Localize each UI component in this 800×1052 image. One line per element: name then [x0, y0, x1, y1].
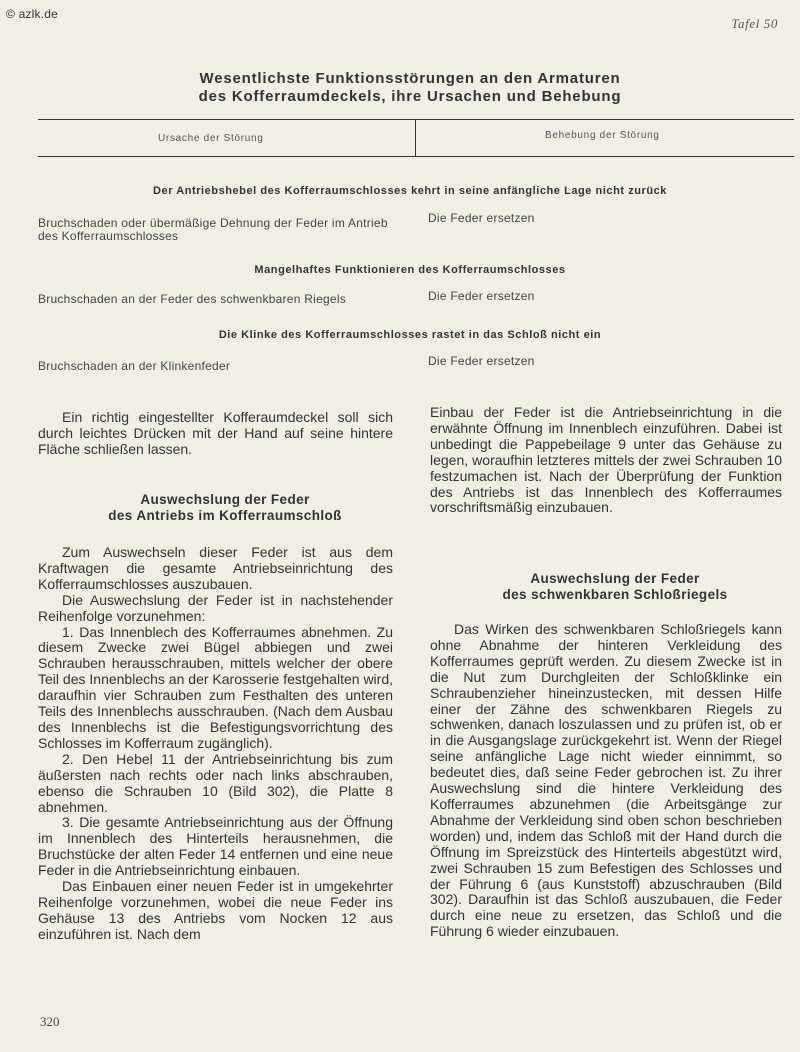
section-heading-right-line-2: des schwenkbaren Schloßriegels: [502, 587, 728, 602]
table-cause-cell: Bruchschaden oder übermäßige Dehnung der Feder im Antrieb des Kofferraumschlosses: [38, 216, 388, 243]
table-cause-cell: Bruchschaden an der Klinkenfeder: [38, 359, 231, 373]
page-title: [60, 70, 760, 106]
plate-label: Tafel 50: [731, 16, 778, 31]
section-heading-left: [60, 492, 390, 524]
page-title-line-2: des Kofferraumdeckels, ihre Ursachen und Behebung: [198, 88, 622, 105]
table-group-heading: Die Klinke des Kofferraumschlosses rastet in das Schloß nicht ein: [218, 329, 602, 341]
table-remedy-cell: Die Feder ersetzen: [428, 289, 535, 303]
section-heading-right: [450, 571, 780, 603]
left-column-intro: [38, 410, 393, 458]
body-paragraph: Die Auswechslung der Feder ist in nachstehender Reihenfolge vorzunehmen:: [38, 591, 393, 624]
table-remedy-cell: Die Feder ersetzen: [428, 211, 535, 225]
body-paragraph: Einbau der Feder ist die Antriebseinrichtung in die erwähnte Öffnung im Innenblech einzuführen. Dabei ist unbedingt die Pappebeilage 9 unter das Gehäuse zu legen, woraufhin letzteres mittels der zwei Schrauben 10 festzumachen ist. Nach der Überprüfung der Funktion des Antriebs ist das Innenblech des Kofferraumes vorschriftsmäßig einzubauen.: [430, 404, 782, 516]
body-paragraph: Das Wirken des schwenkbaren Schloßriegels kann ohne Abnahme der hinteren Verkleidung des Kofferraumes geprüft werden. Zu diesem Zwecke ist in die Nut zum Durchgleiten der Schloßklinke ein Schraubenzieher hineinzustecken, mit dessen Hilfe einer der Zähne des schwenkbaren Riegels zu schwenken, danach loszulassen und zu prüfen ist, ob er in die Ausgangslage zurückgekehrt ist. Wenn der Riegel seine anfängliche Lage nicht wieder einnimmt, so bedeutet dies, daß seine Feder gebrochen ist. Zu ihrer Auswechslung sind die hintere Verkleidung des Kofferraumes abzunehmen (die Arbeitsgänge zur Abnahme der Verkleidung sind oben schon beschrieben worden) und, indem das Schloß mit der Hand durch die Öffnung im Spreizstück des Hinterteils abgestützt wird, zwei Schrauben 15 zum Befestigen des Schlosses und der Führung 6 (aus Kunststoff) abzuschrauben (Bild 302). Daraufhin ist das Schloß auszubauen, die Feder durch eine neue zu ersetzen, das Schloß und die Führung 6 wieder einzubauen.: [430, 621, 782, 940]
page-title-line-1: Wesentlichste Funktionsstörungen an den Armaturen: [199, 70, 621, 87]
table-top-rule: [38, 119, 794, 120]
page-number: 320: [40, 1014, 60, 1029]
column-header-cause: Ursache der Störung: [158, 133, 264, 144]
watermark-text: © azlk.de: [6, 7, 58, 21]
right-column-body: [430, 622, 782, 940]
table-remedy-cell: Die Feder ersetzen: [428, 354, 535, 368]
table-column-divider: [415, 119, 416, 157]
table-group-heading: Mangelhaftes Funktionieren des Kofferraumschlosses: [254, 264, 566, 276]
body-paragraph: 1. Das Innenblech des Kofferraumes abnehmen. Zu diesem Zwecke zwei Bügel abbiegen und zwei Schrauben herausschrauben, mittels welcher der obere Teil des Innenblechs an der Karosserie festgehalten wird, daraufhin vier Schrauben zum Festhalten des unteren Teils des Innenblechs ausschrauben. (Nach dem Ausbau des Innenblechs ist die Befestigungsvorrichtung des Schlosses im Kofferraum zugänglich).: [38, 623, 393, 751]
table-cause-cell: Bruchschaden an der Feder des schwenkbaren Riegels: [38, 292, 347, 306]
section-heading-left-line-1: Auswechslung der Feder: [140, 492, 310, 507]
section-heading-right-line-1: Auswechslung der Feder: [530, 571, 700, 586]
right-column-continuation: [430, 405, 782, 516]
body-paragraph: 2. Den Hebel 11 der Antriebseinrichtung bis zum äußersten nach rechts oder nach links abschrauben, ebenso die Schrauben 10 (Bild 302), die Platte 8 abnehmen.: [38, 750, 393, 815]
body-paragraph: Das Einbauen einer neuen Feder ist in umgekehrter Reihenfolge vorzunehmen, wobei die neue Feder ins Gehäuse 13 des Antriebs vom Nocken 12 aus einzuführen ist. Nach dem: [38, 878, 393, 942]
column-header-remedy: Behebung der Störung: [545, 130, 660, 141]
section-heading-left-line-2: des Antriebs im Kofferraumschloß: [108, 508, 342, 523]
intro-paragraph: Ein richtig eingestellter Kofferaumdeckel soll sich durch leichtes Drücken mit der Hand auf seine hintere Fläche schließen lassen.: [38, 409, 393, 457]
body-paragraph: 3. Die gesamte Antriebseinrichtung aus der Öffnung im Innenblech des Hinterteils herausnehmen, die Bruchstücke der alten Feder 14 entfernen und eine neue Feder in die Antriebseinrichtung einbauen.: [38, 814, 393, 879]
body-paragraph: Zum Auswechseln dieser Feder ist aus dem Kraftwagen die gesamte Antriebseinrichtung des Kofferraumschlosses auszubauen.: [38, 544, 393, 592]
table-group-heading: Der Antriebshebel des Kofferraumschlosses kehrt in seine anfängliche Lage nicht zurück: [153, 185, 667, 197]
table-header-rule: [38, 156, 794, 157]
left-column-body: [38, 545, 393, 943]
